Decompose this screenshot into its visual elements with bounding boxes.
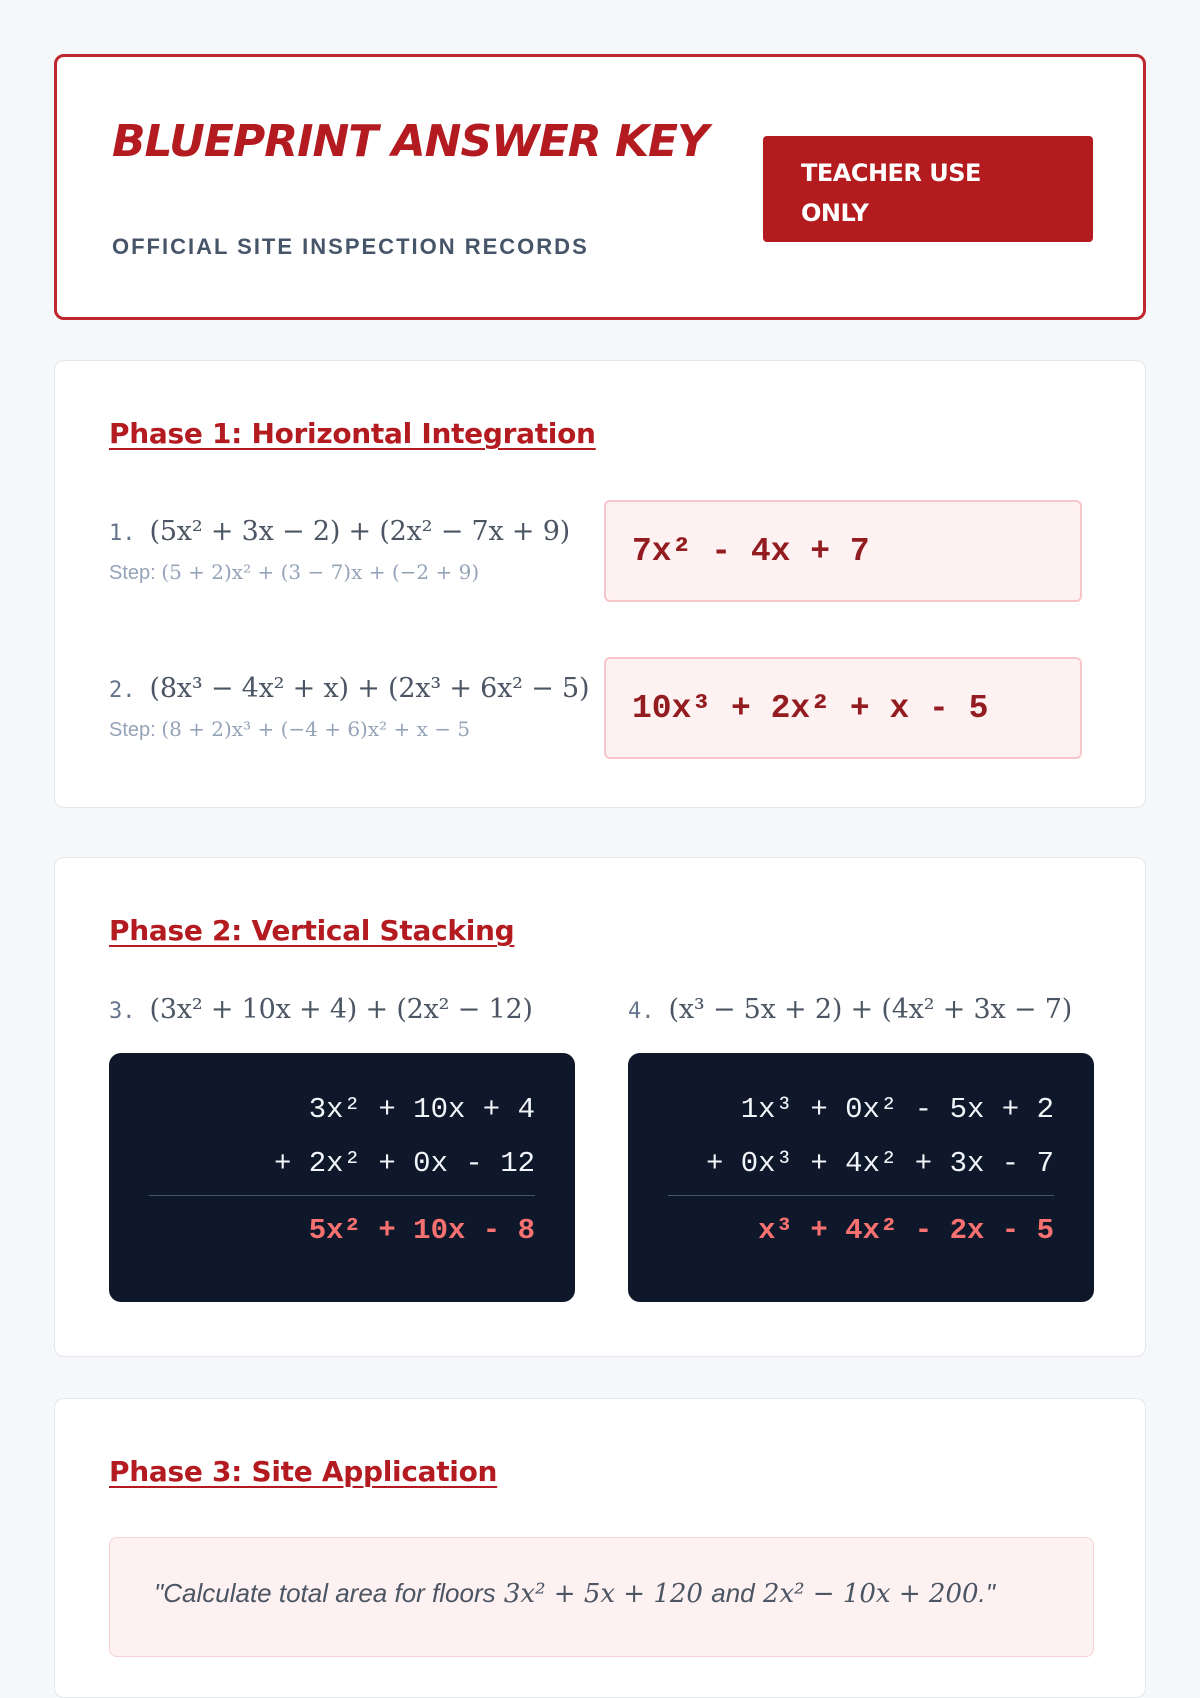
problem-1-statement — [109, 516, 570, 547]
prompt-expression-1: 3x² + 5x + 120 — [503, 1579, 703, 1609]
prompt-expression-2: 2x² − 10x + 200 — [762, 1579, 979, 1609]
prompt-end: ." — [978, 1578, 995, 1608]
sum-divider — [668, 1195, 1054, 1196]
header-card — [54, 54, 1146, 320]
stack-line-2: + 0x³ + 4x² + 3x - 7 — [705, 1147, 1054, 1180]
answer-key-page — [54, 54, 1146, 1609]
page-title: BLUEPRINT ANSWER KEY — [112, 116, 708, 167]
phase-1-title: Phase 1: Horizontal Integration — [109, 417, 596, 450]
step-expression: (8 + 2)x³ + (−4 + 6)x² + x − 5 — [161, 717, 471, 741]
prompt-and: and — [711, 1578, 755, 1608]
problem-number: 3. — [109, 999, 136, 1024]
stack-line-1: 3x² + 10x + 4 — [308, 1093, 535, 1126]
phase-3-title: Phase 3: Site Application — [109, 1455, 498, 1488]
phase-3-card — [54, 1398, 1146, 1698]
stack-sum: x³ + 4x² - 2x - 5 — [758, 1214, 1054, 1247]
problem-3-statement — [109, 994, 533, 1025]
stack-line-2: + 2x² + 0x - 12 — [273, 1147, 535, 1180]
problem-3-vertical-stack — [109, 1053, 575, 1302]
step-label: Step: — [109, 719, 156, 741]
problem-number: 1. — [109, 521, 136, 546]
problem-2-step — [109, 717, 470, 742]
site-application-prompt — [109, 1537, 1094, 1657]
phase-1-card — [54, 360, 1146, 808]
problem-number: 2. — [109, 678, 136, 703]
problem-number: 4. — [628, 999, 655, 1024]
prompt-start: "Calculate total area for floors — [154, 1578, 496, 1608]
problem-expression: (8x³ − 4x² + x) + (2x³ + 6x² − 5) — [149, 673, 590, 704]
teacher-use-badge: TEACHER USE ONLY — [763, 136, 1093, 242]
step-label: Step: — [109, 562, 156, 584]
phase-2-title: Phase 2: Vertical Stacking — [109, 914, 515, 947]
problem-expression: (3x² + 10x + 4) + (2x² − 12) — [149, 994, 533, 1025]
problem-2-row — [109, 657, 1099, 761]
stack-line-1: 1x³ + 0x² - 5x + 2 — [740, 1093, 1054, 1126]
step-expression: (5 + 2)x² + (3 − 7)x + (−2 + 9) — [161, 560, 480, 584]
phase-2-card — [54, 857, 1146, 1357]
problem-expression: (5x² + 3x − 2) + (2x² − 7x + 9) — [149, 516, 571, 547]
stack-sum: 5x² + 10x - 8 — [308, 1214, 535, 1247]
sum-divider — [149, 1195, 535, 1196]
problem-2-answer: 10x³ + 2x² + x - 5 — [604, 657, 1082, 759]
problem-1-row — [109, 500, 1099, 604]
problem-4-statement — [628, 994, 1072, 1025]
page-subtitle: OFFICIAL SITE INSPECTION RECORDS — [112, 234, 589, 259]
problem-2-statement — [109, 673, 589, 704]
problem-4-vertical-stack — [628, 1053, 1094, 1302]
problem-1-step — [109, 560, 479, 585]
problem-1-answer: 7x² - 4x + 7 — [604, 500, 1082, 602]
problem-expression: (x³ − 5x + 2) + (4x² + 3x − 7) — [668, 994, 1073, 1025]
